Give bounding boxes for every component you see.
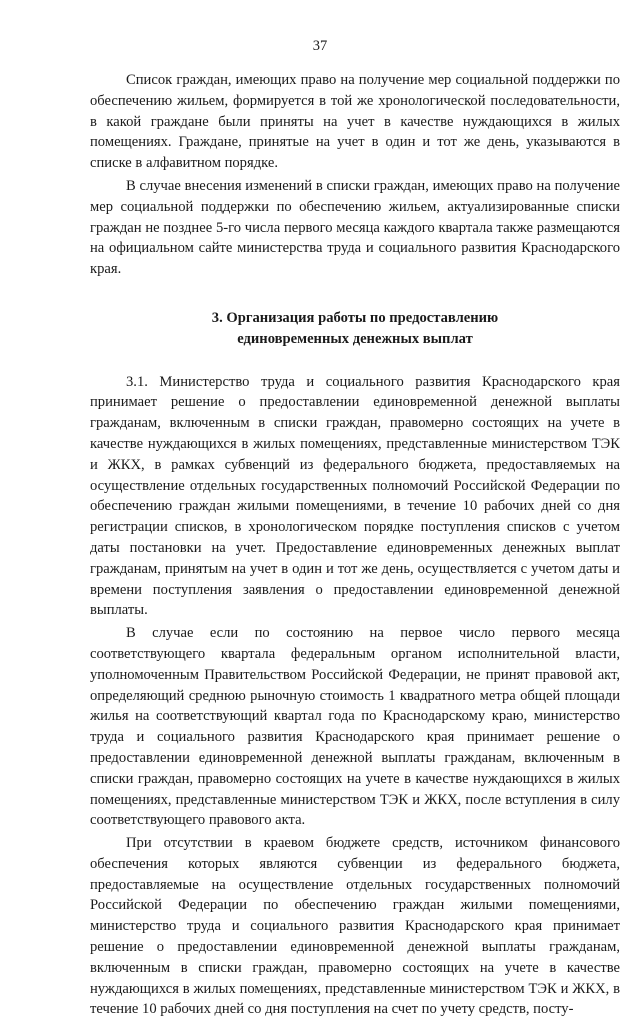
page-number: 37 — [312, 38, 328, 54]
section-heading — [90, 308, 620, 350]
paragraph-3-1: 3.1. Министерство труда и социального развития Краснодарского края принимает решение о предоставлении единовременной денежной выплаты гражданам, включенным в списки граждан, правомерно состоящих на учете в качестве нуждающихся в жилых помещениях, представленные министерством ТЭК и ЖКХ, в рамках субвенций из федерального бюджета, предоставляемых на осуществление отдельных государственных полномочий Российской Федерации по обеспечению граждан жилыми помещениями, в течение 10 рабочих дней со дня регистрации списков, в хронологическом порядке поступления списков с учетом даты постановки на учет. Предоставление единовременных денежных выплат гражданам, принятым на учет в один и тот же день, осуществляется с учетом даты и времени поступления заявления о предоставлении единовременной денежной выплаты. — [90, 373, 620, 619]
section-heading-line-1: 3. Организация работы по предоставлению — [211, 309, 499, 326]
section-heading-line-2: единовременных денежных выплат — [237, 330, 473, 347]
paragraph-list-updates: В случае внесения изменений в списки граждан, имеющих право на получение мер социальной поддержки по обеспечению жильем, актуализированные списки граждан не позднее 5-го числа первого месяца каждого квартала также размещаются на официальном сайте министерства труда и социального развития Краснодарского края. — [90, 177, 620, 278]
paragraph-citizens-list-order: Список граждан, имеющих право на получение мер социальной поддержки по обеспечению жильем, формируется в той же хронологической последовательности, в какой граждане были приняты на учет в качестве нуждающихся в жилых помещениях. Граждане, принятые на учет в один и тот же день, указываются в списке в алфавитном порядке. — [90, 72, 620, 172]
paragraph-no-legal-act: В случае если по состоянию на первое число первого месяца соответствующего квартала федеральным органом исполнительной власти, уполномоченным Правительством Российской Федерации, не принят правовой акт, определяющий среднюю рыночную стоимость 1 квадратного метра общей площади жилья на соответствующий квартал года по Краснодарскому краю, министерство труда и социального развития Краснодарского края принимает решение о предоставлении единовременной денежной выплаты гражданам, включенным в списки граждан, правомерно состоящих на учете в качестве нуждающихся в жилых помещениях, представленные министерством ТЭК и ЖКХ, после вступления в силу соответствующего правового акта. — [90, 625, 620, 829]
paragraph-no-budget-funds: При отсутствии в краевом бюджете средств, источником финансового обеспечения которых являются субвенции из федерального бюджета, предоставляемые на осуществление отдельных государственных полномочий Российской Федерации по обеспечению граждан жилыми помещениями, министерство труда и социального развития Краснодарского края принимает решение о предоставлении единовременной денежной выплаты гражданам, включенным в списки граждан, правомерно состоящих на учете в качестве нуждающихся в жилых помещениях, представленные министерством ТЭК и ЖКХ, в течение 10 рабочих дней со дня поступления на счет по учету средств, посту- — [90, 835, 620, 1018]
document-body — [90, 70, 620, 1020]
